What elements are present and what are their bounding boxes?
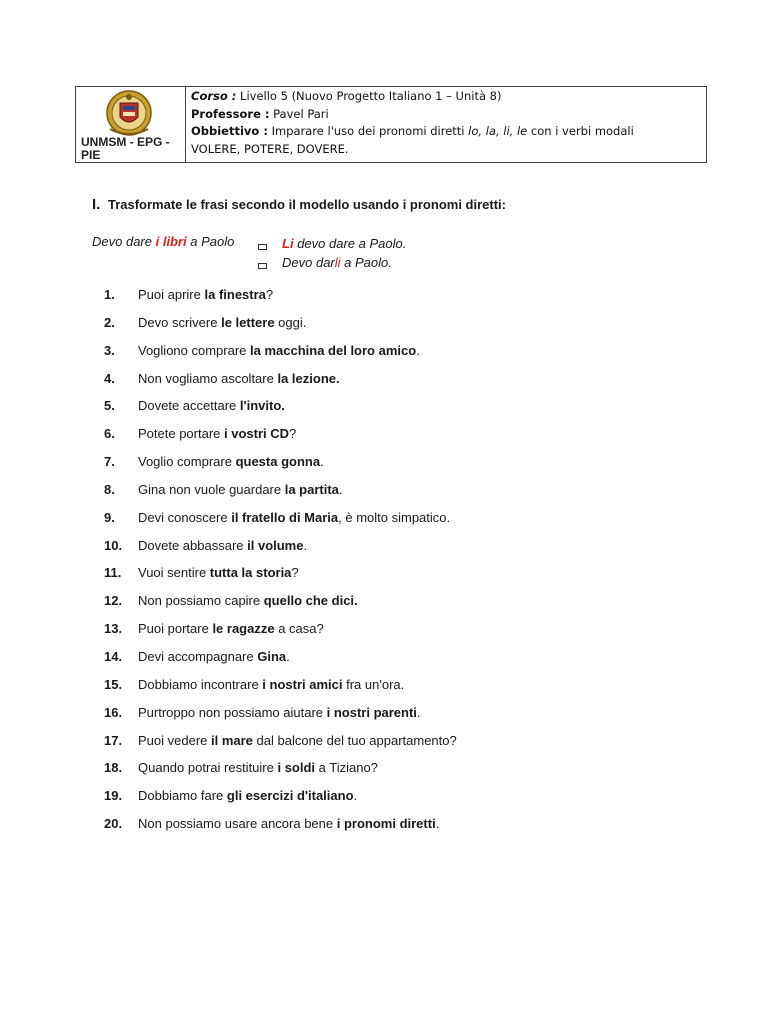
item-sentence xyxy=(138,733,457,748)
section-numeral: I. xyxy=(92,196,101,213)
item-post: a Tiziano? xyxy=(315,760,378,776)
item-post: ? xyxy=(291,565,299,581)
item-number: 2. xyxy=(104,314,115,330)
university-crest-logo xyxy=(104,89,154,137)
model-left-pre: Devo dare xyxy=(92,234,152,249)
item-object: i soldi xyxy=(277,760,316,776)
model-example-source xyxy=(92,234,234,249)
item-sentence xyxy=(138,705,421,720)
list-item xyxy=(104,733,457,761)
item-pre: Voglio comprare xyxy=(138,454,236,470)
item-pre: Quando potrai restituire xyxy=(138,760,278,776)
item-sentence xyxy=(138,426,296,441)
item-object: il mare xyxy=(211,732,253,748)
exercise-list xyxy=(104,287,457,844)
item-object: i nostri amici xyxy=(262,676,343,692)
corso-label: Corso : xyxy=(191,89,237,103)
item-number: 7. xyxy=(104,454,115,470)
institution-name: UNMSM - EPG - PIE xyxy=(81,135,170,162)
item-pre: Non vogliamo ascoltare xyxy=(138,370,278,386)
item-pre: Potete portare xyxy=(138,426,224,442)
item-sentence xyxy=(138,649,290,664)
item-number: 18. xyxy=(104,760,123,776)
list-item xyxy=(104,593,457,621)
item-object: l'invito. xyxy=(239,398,285,414)
course-header-table xyxy=(75,86,707,163)
item-number: 1. xyxy=(104,287,115,302)
item-object: il fratello di Maria xyxy=(231,509,339,525)
model-result-1-text: devo dare a Paolo. xyxy=(297,236,407,251)
item-object: la partita xyxy=(284,481,339,497)
item-post: oggi. xyxy=(274,314,307,330)
item-pre: Dovete abbassare xyxy=(138,537,248,553)
item-object: il volume xyxy=(247,537,304,553)
instruction-text: Trasformate le frasi secondo il modello usando i pronomi diretti: xyxy=(107,197,506,212)
exercise-instruction xyxy=(92,196,506,213)
list-item xyxy=(104,621,457,649)
item-pre: Purtroppo non possiamo aiutare xyxy=(138,704,327,720)
course-info-cell xyxy=(186,87,706,162)
model-left-object: i libri xyxy=(155,234,187,249)
item-object: tutta la storia xyxy=(209,565,292,581)
item-object: la lezione. xyxy=(277,370,340,386)
item-number: 8. xyxy=(104,481,115,497)
item-sentence xyxy=(138,593,358,608)
item-sentence xyxy=(138,816,439,831)
list-item xyxy=(104,482,457,510)
item-pre: Puoi vedere xyxy=(138,732,211,748)
list-item xyxy=(104,371,457,399)
arrow-icon xyxy=(258,263,267,269)
item-object: questa gonna xyxy=(235,454,321,470)
item-object: le ragazze xyxy=(212,621,275,637)
item-post: . xyxy=(416,342,420,358)
list-item xyxy=(104,816,457,844)
item-sentence xyxy=(138,315,306,330)
list-item xyxy=(104,287,457,315)
item-object: gli esercizi d'italiano xyxy=(226,788,354,804)
item-post: . xyxy=(338,481,343,497)
arrow-icon xyxy=(258,244,267,250)
item-post: . xyxy=(416,704,421,720)
list-item xyxy=(104,760,457,788)
item-number: 5. xyxy=(104,398,115,414)
corso-value: Livello 5 (Nuovo Progetto Italiano 1 – Unità 8) xyxy=(240,89,502,103)
item-pre: Non possiamo usare ancora bene xyxy=(138,816,337,832)
item-sentence xyxy=(138,565,299,580)
professore-value: Pavel Pari xyxy=(273,106,329,121)
item-number: 10. xyxy=(104,537,123,553)
item-number: 6. xyxy=(104,426,115,442)
item-number: 20. xyxy=(104,816,123,832)
item-pre: Devi accompagnare xyxy=(138,648,258,664)
list-item xyxy=(104,315,457,343)
item-post: dal balcone del tuo appartamento? xyxy=(252,732,457,748)
obbiettivo-post: con i verbi modali xyxy=(530,124,634,138)
list-item xyxy=(104,538,457,566)
item-object: i pronomi diretti xyxy=(336,816,436,832)
item-object: la finestra xyxy=(204,287,266,302)
item-post: . xyxy=(435,816,440,832)
item-sentence xyxy=(138,398,285,413)
item-post: a casa? xyxy=(274,621,324,637)
item-pre: Dobbiamo fare xyxy=(138,788,227,804)
item-pre: Gina non vuole guardare xyxy=(138,481,285,497)
professor-line xyxy=(191,106,706,124)
item-number: 16. xyxy=(104,704,123,720)
list-item xyxy=(104,343,457,371)
item-pre: Non possiamo capire xyxy=(138,593,264,609)
item-sentence xyxy=(138,482,343,497)
objective-line-2: VOLERE, POTERE, DOVERE. xyxy=(191,141,349,156)
item-pre: Puoi aprire xyxy=(138,287,205,302)
item-pre: Dobbiamo incontrare xyxy=(138,676,263,692)
item-pre: Devo scrivere xyxy=(138,314,222,330)
obbiettivo-label: Obbiettivo : xyxy=(191,124,268,138)
model-result-2-text: a Paolo. xyxy=(344,255,392,270)
professore-label: Professore : xyxy=(191,106,270,121)
item-number: 9. xyxy=(104,509,115,525)
list-item xyxy=(104,510,457,538)
item-pre: Dovete accettare xyxy=(138,398,240,414)
item-sentence xyxy=(138,510,450,525)
item-number: 14. xyxy=(104,648,123,664)
item-sentence xyxy=(138,371,340,386)
item-post: ? xyxy=(265,287,274,302)
item-sentence xyxy=(138,454,324,469)
item-number: 4. xyxy=(104,370,115,386)
item-sentence xyxy=(138,343,420,358)
item-object: le lettere xyxy=(221,314,275,330)
item-number: 11. xyxy=(104,565,122,581)
item-sentence xyxy=(138,788,357,803)
item-sentence xyxy=(138,677,404,692)
objective-line xyxy=(191,123,706,141)
item-post: . xyxy=(353,788,358,804)
item-object: Gina xyxy=(257,648,287,664)
item-sentence xyxy=(138,287,273,302)
item-sentence xyxy=(138,621,324,636)
model-result-1 xyxy=(258,234,406,253)
list-item xyxy=(104,677,457,705)
model-result-1-pronoun: Li xyxy=(282,236,294,251)
item-pre: Puoi portare xyxy=(138,621,213,637)
course-line xyxy=(191,88,706,106)
item-post: . xyxy=(320,454,324,470)
item-object: la macchina del loro amico xyxy=(250,342,417,358)
item-post: fra un'ora. xyxy=(342,676,405,692)
list-item xyxy=(104,565,457,593)
logo-cell xyxy=(76,87,186,162)
obbiettivo-pre: Imparare l'uso dei pronomi diretti xyxy=(271,124,465,138)
item-sentence xyxy=(138,760,378,775)
item-post: , è molto simpatico. xyxy=(338,509,451,525)
list-item xyxy=(104,398,457,426)
item-post: . xyxy=(286,648,290,664)
model-result-2-pre: Devo dar xyxy=(282,255,335,270)
item-object: i vostri CD xyxy=(224,426,290,442)
model-example-results xyxy=(258,234,406,272)
item-post: . xyxy=(303,537,308,553)
item-number: 3. xyxy=(104,342,115,358)
item-number: 15. xyxy=(104,676,123,692)
model-result-2 xyxy=(258,253,406,272)
item-number: 12. xyxy=(104,593,123,609)
list-item xyxy=(104,454,457,482)
item-pre: Vuoi sentire xyxy=(138,565,210,581)
item-sentence xyxy=(138,538,307,553)
list-item xyxy=(104,649,457,677)
item-object: quello che dici. xyxy=(263,593,358,609)
list-item xyxy=(104,705,457,733)
model-left-post: a Paolo xyxy=(190,234,235,249)
item-post: ? xyxy=(289,426,297,442)
list-item xyxy=(104,788,457,816)
model-result-2-pronoun: li xyxy=(334,255,341,270)
item-number: 13. xyxy=(104,621,123,637)
item-number: 17. xyxy=(104,732,123,748)
item-pre: Vogliono comprare xyxy=(138,342,251,358)
list-item xyxy=(104,426,457,454)
obbiettivo-pronouns: lo, la, li, le xyxy=(468,124,528,138)
item-pre: Devi conoscere xyxy=(138,509,232,525)
item-object: i nostri parenti xyxy=(326,704,417,720)
item-number: 19. xyxy=(104,788,123,804)
